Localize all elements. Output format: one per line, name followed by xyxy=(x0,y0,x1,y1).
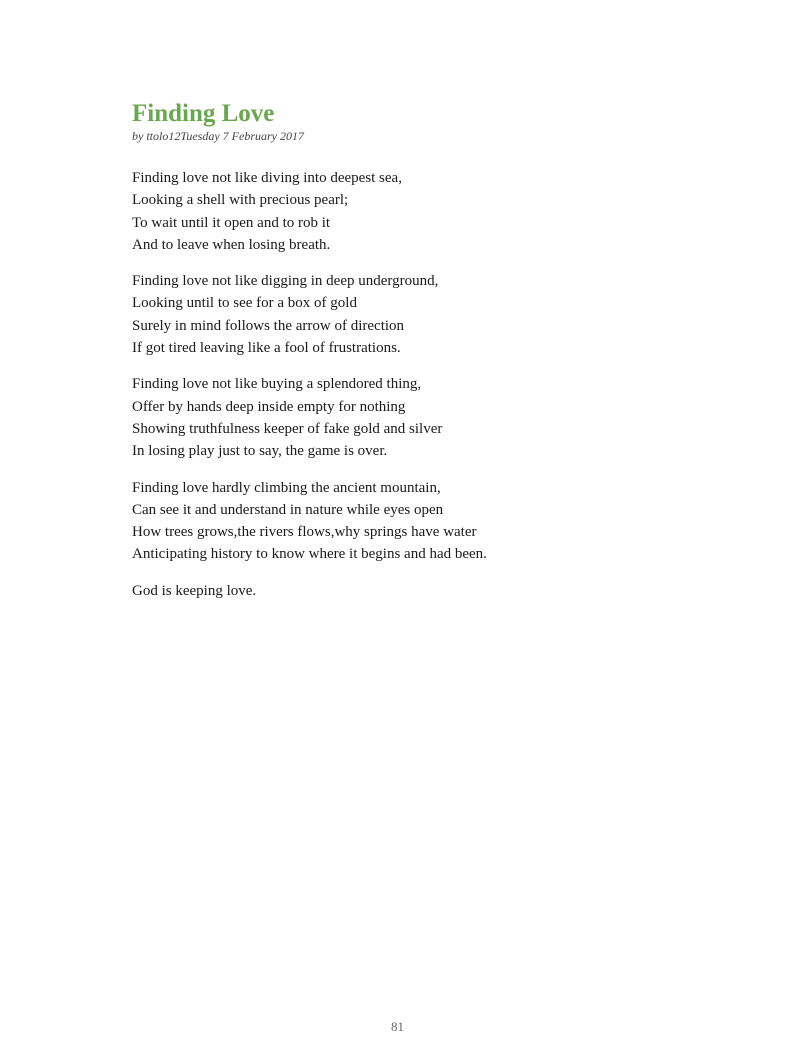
poem-line: To wait until it open and to rob it xyxy=(132,214,331,231)
poem-line: Looking a shell with precious pearl; xyxy=(132,192,349,209)
poem-title: Finding Love xyxy=(132,100,275,127)
poem-byline: by ttolo12Tuesday 7 February 2017 xyxy=(132,129,304,143)
poem-line: Finding love not like digging in deep underground, xyxy=(132,273,439,290)
poem-line: How trees grows,the rivers flows,why springs have water xyxy=(132,524,477,541)
poem-line: In losing play just to say, the game is over. xyxy=(132,443,388,460)
poem-line: God is keeping love. xyxy=(132,582,257,599)
poem-body xyxy=(132,167,732,616)
stanza-5 xyxy=(132,580,732,602)
poem-line: And to leave when losing breath. xyxy=(132,236,331,253)
stanza-4 xyxy=(132,477,732,566)
poem-line: Finding love not like diving into deepest sea, xyxy=(132,170,402,186)
poem-line: Finding love hardly climbing the ancient mountain, xyxy=(132,479,441,496)
stanza-2 xyxy=(132,270,732,359)
page-number: 81 xyxy=(391,1019,404,1034)
poem-line: Showing truthfulness keeper of fake gold and silver xyxy=(132,420,443,437)
poem-line: Looking until to see for a box of gold xyxy=(132,295,357,312)
stanza-3 xyxy=(132,373,732,462)
stanza-1 xyxy=(132,167,732,256)
poem-line: Can see it and understand in nature while eyes open xyxy=(132,501,444,518)
poem-line: If got tired leaving like a fool of frustrations. xyxy=(132,340,401,357)
poem-line: Anticipating history to know where it begins and had been. xyxy=(132,546,487,563)
poem-line: Finding love not like buying a splendored thing, xyxy=(132,376,422,393)
poem-line: Surely in mind follows the arrow of direction xyxy=(132,317,405,334)
poem-line: Offer by hands deep inside empty for nothing xyxy=(132,398,406,415)
